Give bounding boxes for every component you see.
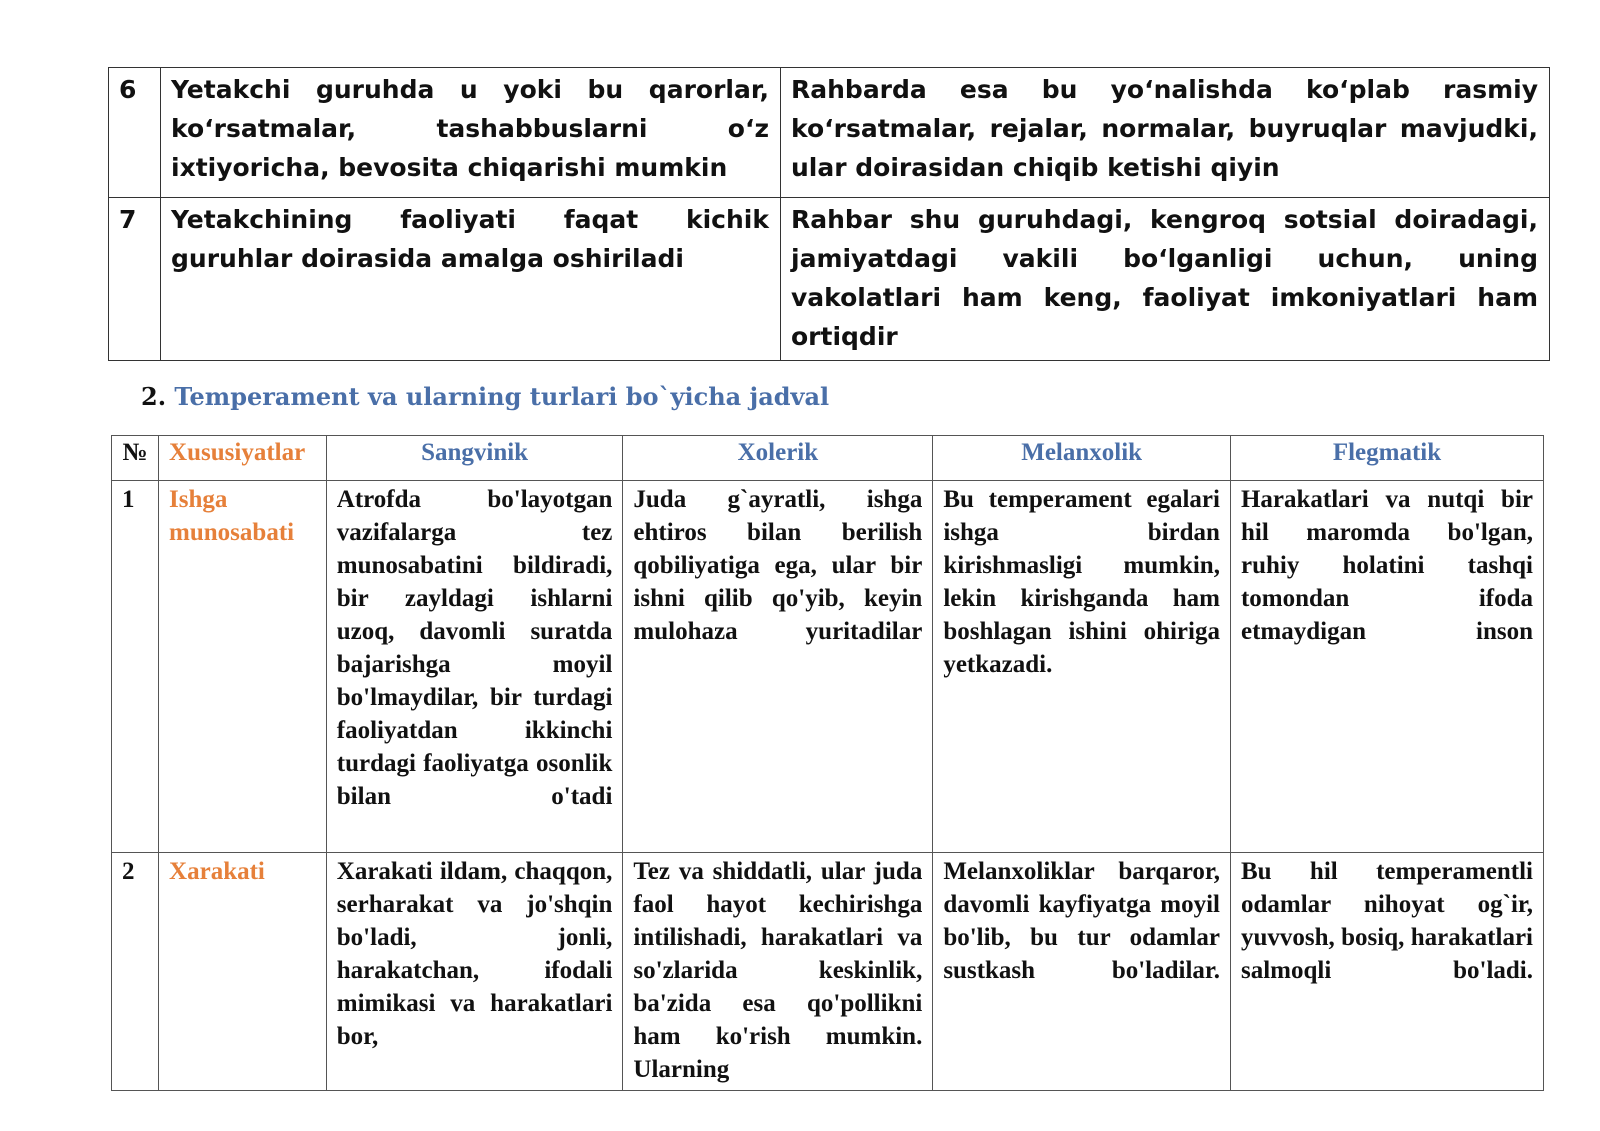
column-header-xolerik: Xolerik [623,436,933,481]
column-header-flegmatik: Flegmatik [1230,436,1543,481]
xolerik-cell: Juda g`ayratli, ishga ehtiros bilan berilish qobiliyatiga ega, ular bir ishni qilib qo'yib, keyin mulohaza yuritadilar [623,481,933,853]
property-cell: Ishga munosabati [159,481,327,853]
table-header-row [112,436,1544,481]
table-row [112,481,1544,853]
column-header-sangvinik: Sangvinik [326,436,623,481]
table-row [112,853,1544,1091]
table-row [109,68,1550,198]
row-number: 6 [109,68,161,198]
manager-cell: Rahbar shu guruhdagi, kengroq sotsial doiradagi, jamiyatdagi vakili bo‘lganligi uchun, uning vakolatlari ham keng, faoliyat imkoniyatlari ham ortiqdir [781,198,1550,361]
section-heading [141,382,829,412]
row-number: 1 [112,481,159,853]
sangvinik-cell: Atrofda bo'layotgan vazifalarga tez munosabatini bildiradi, bir zayldagi ishlarni uzoq, davomli suratda bajarishga moyil bo'lmaydilar, bir turdagi faoliyatdan ikkinchi turdagi faoliyatga osonlik bilan o'tadi [326,481,623,853]
row-number: 7 [109,198,161,361]
manager-cell: Rahbarda esa bu yo‘nalishda ko‘plab rasmiy ko‘rsatmalar, rejalar, normalar, buyruqlar mavjudki, ular doirasidan chiqib ketishi qiyin [781,68,1550,198]
melanxolik-cell: Bu temperament egalari ishga birdan kirishmasligi mumkin, lekin kirishganda ham boshlagan ishini ohiriga yetkazadi. [933,481,1231,853]
temperament-table [111,435,1544,1091]
leader-cell: Yetakchi guruhda u yoki bu qarorlar, ko‘rsatmalar, tashabbuslarni o‘z ixtiyoricha, bevosita chiqarishi mumkin [161,68,781,198]
sangvinik-cell: Xarakati ildam, chaqqon, serharakat va jo'shqin bo'ladi, jonli, harakatchan, ifodali mimikasi va harakatlari bor, [326,853,623,1091]
xolerik-cell: Tez va shiddatli, ular juda faol hayot kechirishga intilishadi, harakatlari va so'zlarida keskinlik, ba'zida esa qo'pollikni ham ko'rish mumkin. Ularning [623,853,933,1091]
column-header-properties: Xususiyatlar [159,436,327,481]
section-number: 2. [141,382,167,411]
column-header-number: № [112,436,159,481]
flegmatik-cell: Harakatlari va nutqi bir hil maromda bo'lgan, ruhiy holatini tashqi tomondan ifoda etmaydigan inson [1230,481,1543,853]
leader-comparison-table [108,67,1550,361]
property-cell: Xarakati [159,853,327,1091]
row-number: 2 [112,853,159,1091]
leader-cell: Yetakchining faoliyati faqat kichik guruhlar doirasida amalga oshiriladi [161,198,781,361]
flegmatik-cell: Bu hil temperamentli odamlar nihoyat og`ir, yuvvosh, bosiq, harakatlari salmoqli bo'ladi. [1230,853,1543,1091]
section-title: Temperament va ularning turlari bo`yicha jadval [174,382,830,411]
column-header-melanxolik: Melanxolik [933,436,1231,481]
melanxolik-cell: Melanxoliklar barqaror, davomli kayfiyatga moyil bo'lib, bu tur odamlar sustkash bo'ladilar. [933,853,1231,1091]
table-row [109,198,1550,361]
